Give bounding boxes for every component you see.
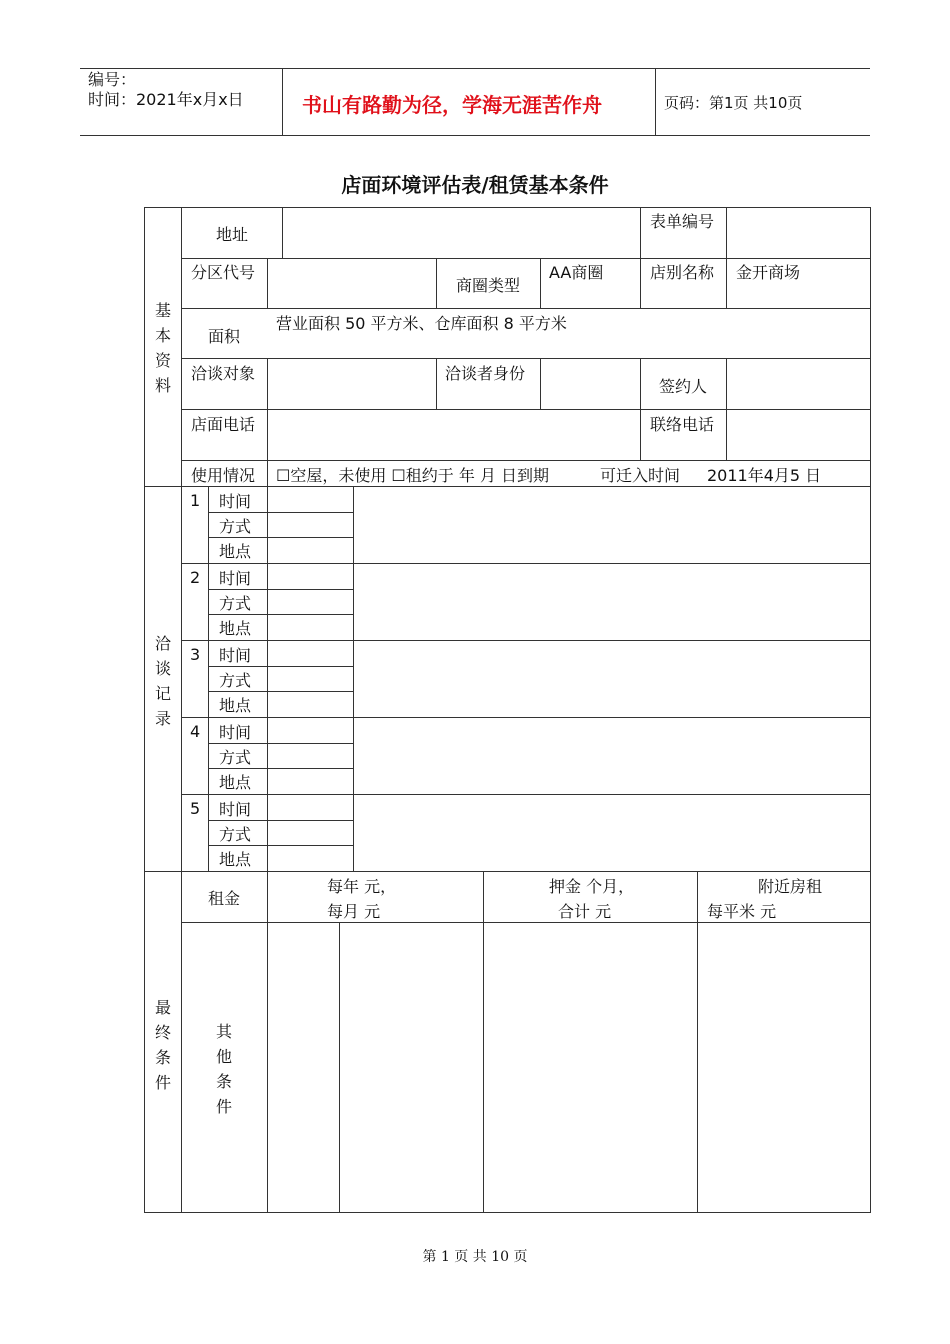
rent-year[interactable]: 每年 元， xyxy=(327,877,397,896)
address-label: 地址 xyxy=(216,225,249,244)
record-notes-field[interactable] xyxy=(354,564,870,640)
record-method-label: 方式 xyxy=(219,671,252,690)
form-no-label: 表单编号 xyxy=(650,212,715,231)
time-label: 时间：2021年x月x日 xyxy=(88,90,244,109)
number-label: 编号： xyxy=(88,70,137,89)
record-notes-field[interactable] xyxy=(354,795,870,871)
record-place-label: 地点 xyxy=(219,773,252,792)
record-time-label: 时间 xyxy=(219,492,252,511)
contact-phone-label: 联络电话 xyxy=(650,415,715,434)
signer-field[interactable] xyxy=(727,359,870,409)
store-phone-label: 店面电话 xyxy=(191,415,256,434)
motto: 书山有路勤为径，学海无涯苦作舟 xyxy=(302,93,602,117)
record-method-label: 方式 xyxy=(219,517,252,536)
signer-label: 签约人 xyxy=(659,377,708,396)
total[interactable]: 合计 元 xyxy=(558,902,612,921)
nearby-rent-label: 附近房租 xyxy=(758,877,823,896)
area-value: 营业面积 50 平方米、仓库面积 8 平方米 xyxy=(276,314,567,333)
record-number: 5 xyxy=(190,799,201,818)
other-conditions-label: 其他条件 xyxy=(215,1022,232,1116)
basic-section-label: 基本资料 xyxy=(154,301,171,395)
record-number: 3 xyxy=(190,645,201,664)
record-number: 4 xyxy=(190,722,201,741)
record-place-label: 地点 xyxy=(219,696,252,715)
store-name-label: 店别名称 xyxy=(650,263,715,282)
move-in-label: 可迁入时间 xyxy=(600,466,681,485)
page-info: 页码：第1页 共10页 xyxy=(664,94,803,112)
record-method-label: 方式 xyxy=(219,594,252,613)
store-name-value: 金开商场 xyxy=(736,263,801,282)
final-section-label: 最终条件 xyxy=(154,998,171,1092)
negotiator-identity-field[interactable] xyxy=(541,359,640,409)
rent-month[interactable]: 每月 元 xyxy=(327,902,381,921)
negotiator-identity-label: 洽谈者身份 xyxy=(445,364,526,383)
record-notes-field[interactable] xyxy=(354,718,870,794)
business-type-label: 商圈类型 xyxy=(456,276,521,295)
record-number: 1 xyxy=(190,491,201,510)
district-code-field[interactable] xyxy=(268,259,436,308)
other-conditions-field[interactable] xyxy=(268,923,870,1212)
record-method-label: 方式 xyxy=(219,825,252,844)
deposit[interactable]: 押金 个月， xyxy=(549,877,635,896)
record-notes-field[interactable] xyxy=(354,487,870,563)
records-section-label: 洽谈记录 xyxy=(154,634,171,728)
move-in-value: 2011年4月5 日 xyxy=(707,466,822,485)
record-time-label: 时间 xyxy=(219,646,252,665)
negotiation-party-label: 洽谈对象 xyxy=(191,364,256,383)
usage-label: 使用情况 xyxy=(191,466,256,485)
contact-phone-field[interactable] xyxy=(727,410,870,460)
page-footer: 第 1 页 共 10 页 xyxy=(422,1249,528,1265)
rent-label: 租金 xyxy=(208,889,241,908)
record-time-label: 时间 xyxy=(219,800,252,819)
usage-value[interactable]: ☐空屋，未使用 ☐租约于 年 月 日到期 xyxy=(276,466,550,485)
record-number: 2 xyxy=(190,568,201,587)
store-phone-field[interactable] xyxy=(268,410,640,460)
record-notes-field[interactable] xyxy=(354,641,870,717)
form-no-field[interactable] xyxy=(727,208,870,258)
district-code-label: 分区代号 xyxy=(191,263,256,282)
record-method-label: 方式 xyxy=(219,748,252,767)
record-time-label: 时间 xyxy=(219,569,252,588)
record-place-label: 地点 xyxy=(219,850,252,869)
business-type-value: AA商圈 xyxy=(549,263,604,282)
negotiation-party-field[interactable] xyxy=(268,359,436,409)
per-sqm[interactable]: 每平米 元 xyxy=(707,902,777,921)
address-field[interactable] xyxy=(283,208,639,258)
record-time-label: 时间 xyxy=(219,723,252,742)
record-place-label: 地点 xyxy=(219,542,252,561)
record-place-label: 地点 xyxy=(219,619,252,638)
page-title: 店面环境评估表/租赁基本条件 xyxy=(341,173,609,197)
area-label: 面积 xyxy=(208,327,241,346)
